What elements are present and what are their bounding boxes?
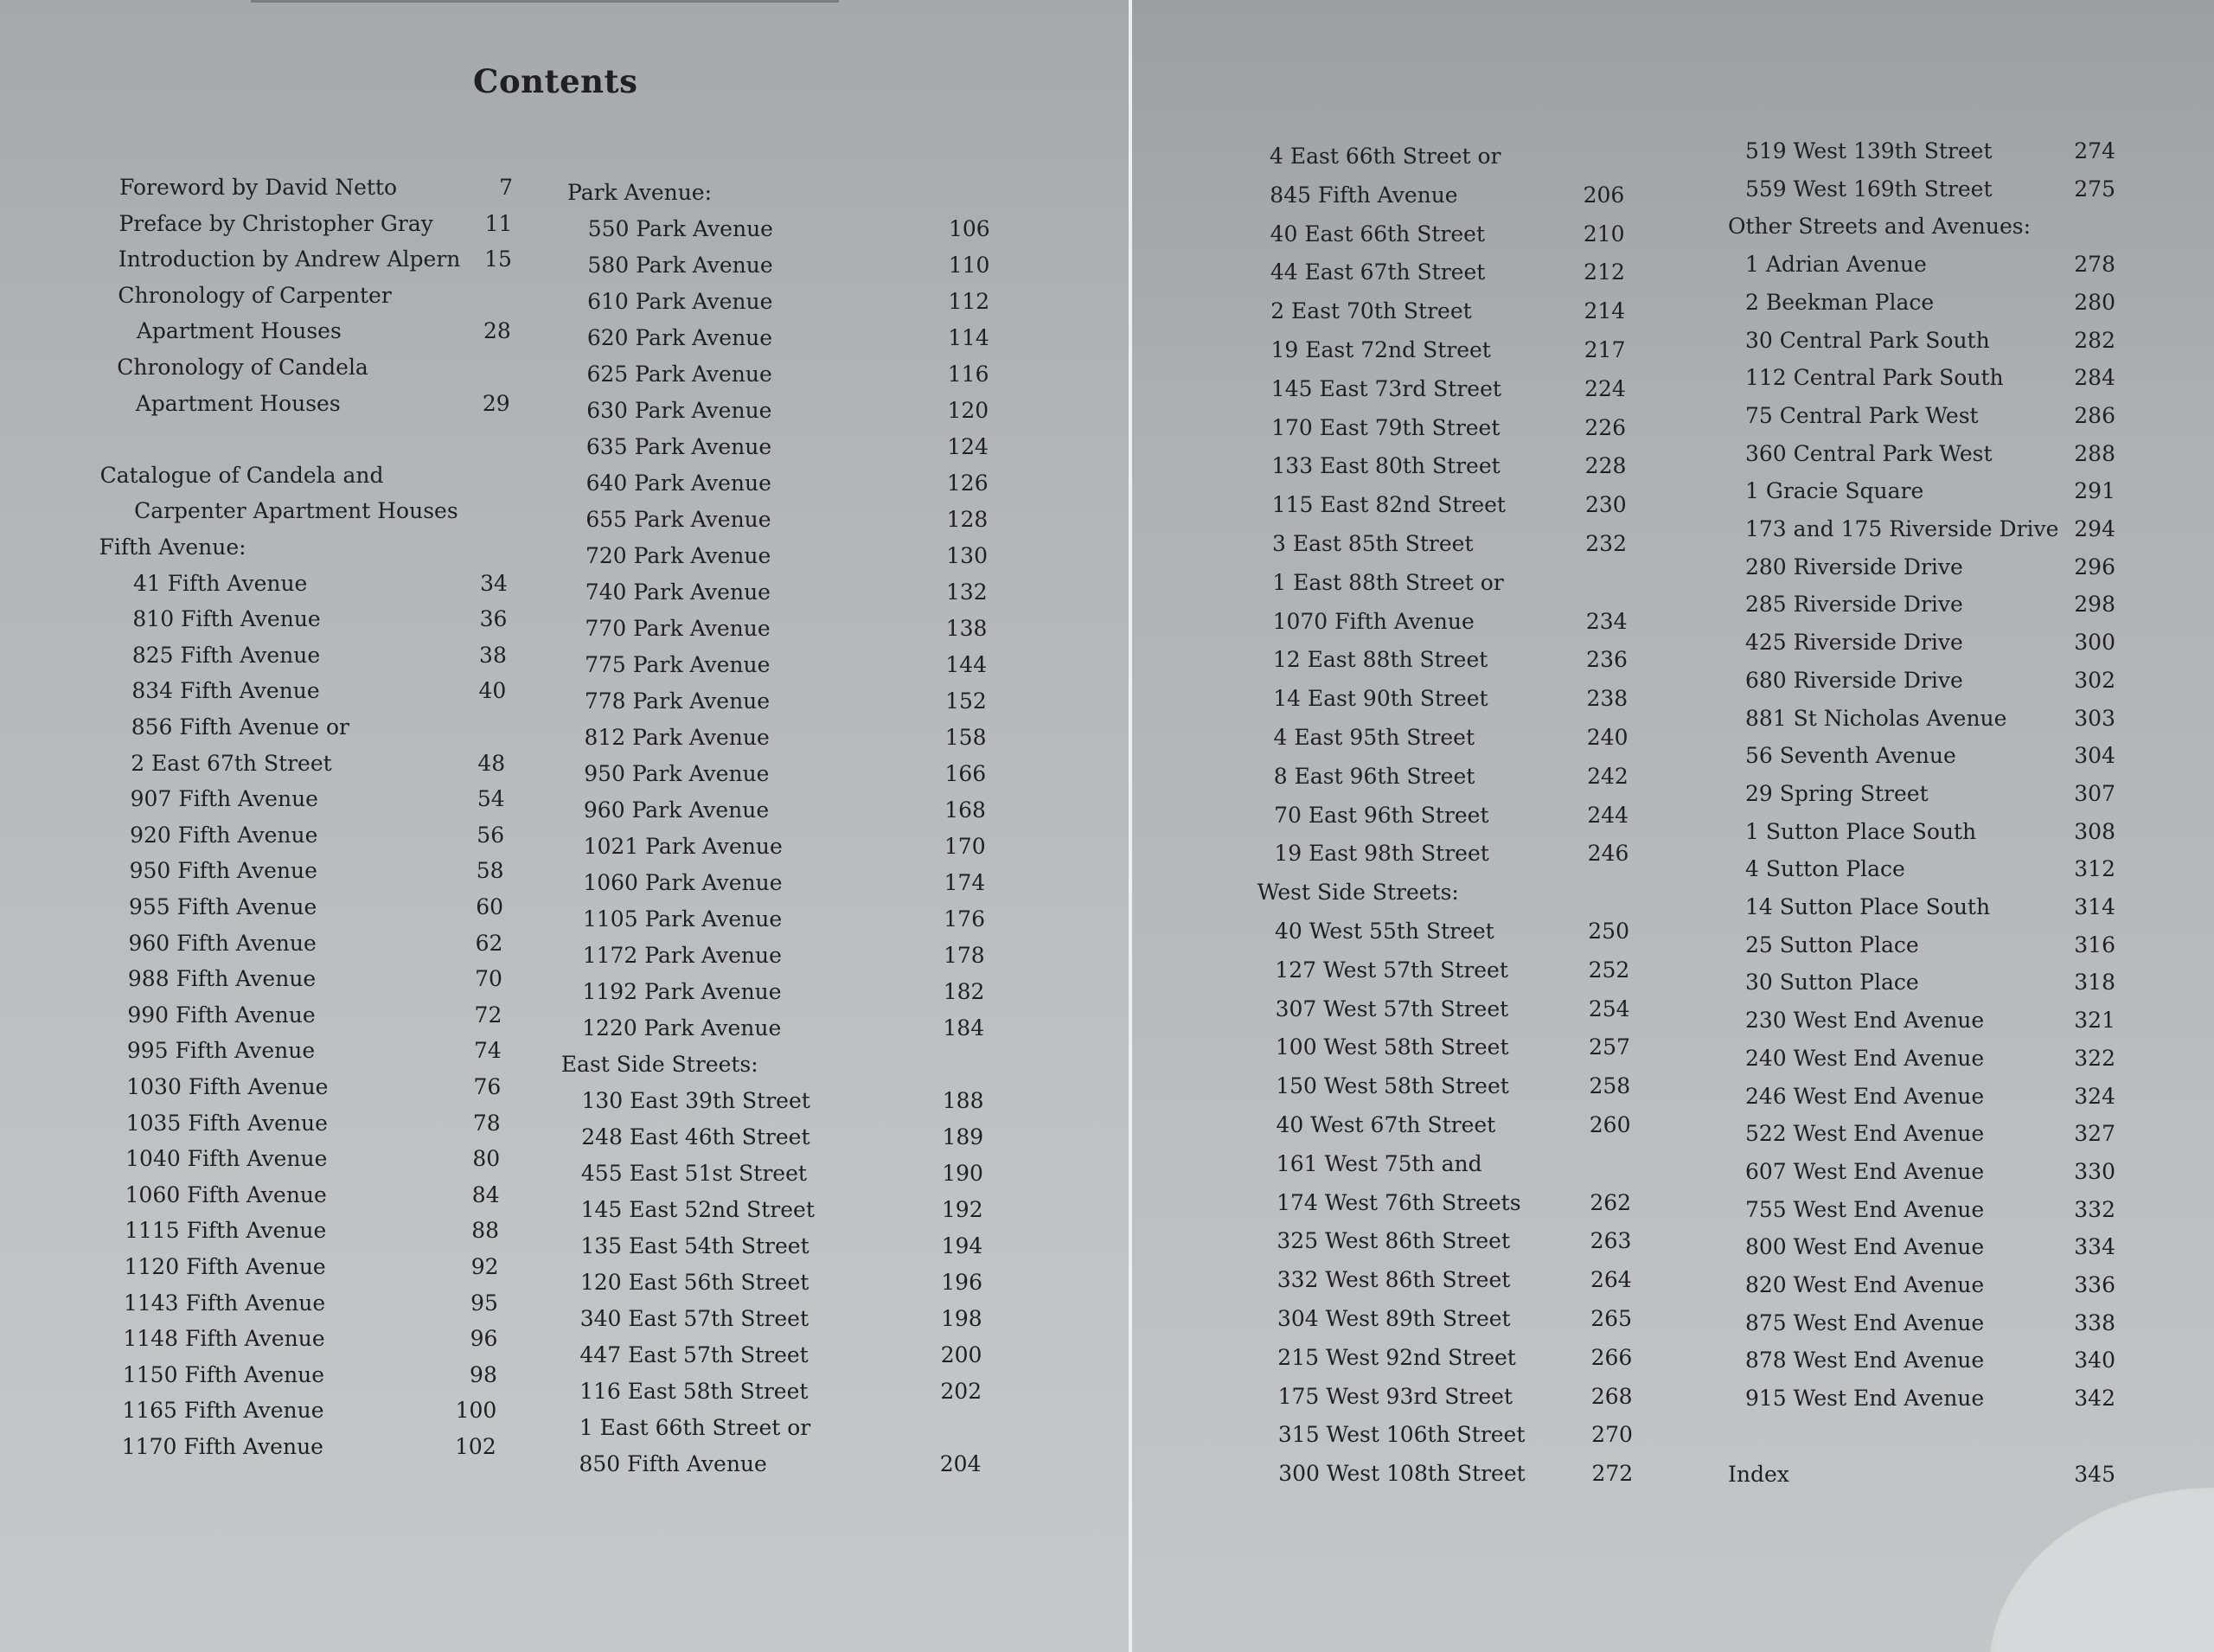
toc-entry-label: 1040 Fifth Avenue xyxy=(125,1146,328,1172)
toc-entry-page-number: 76 xyxy=(473,1074,502,1099)
toc-entry-page-number: 252 xyxy=(1588,957,1630,983)
toc-entry-page-number: 338 xyxy=(2074,1309,2115,1335)
toc-entry-page-number: 336 xyxy=(2074,1272,2115,1297)
toc-entry-page-number: 106 xyxy=(948,216,990,241)
page-curl xyxy=(1989,1488,2214,1652)
toc-entry-page-number: 280 xyxy=(2074,289,2115,315)
toc-entry-page-number: 80 xyxy=(472,1146,501,1172)
toc-entry-label: 812 Park Avenue xyxy=(584,725,770,750)
toc-entry-page-number: 296 xyxy=(2074,554,2115,579)
toc-entry-page-number: 334 xyxy=(2074,1234,2115,1260)
toc-entry-page-number: 217 xyxy=(1584,337,1626,362)
toc-entry-page-number: 7 xyxy=(499,175,513,200)
toc-entry-label: 915 West End Avenue xyxy=(1745,1386,1985,1412)
toc-entry-label: East Side Streets: xyxy=(560,1052,758,1077)
toc-entry-label: 325 West 86th Street xyxy=(1277,1228,1510,1254)
toc-entry-label: 1148 Fifth Avenue xyxy=(123,1326,325,1352)
toc-entry-page-number: 188 xyxy=(942,1088,984,1113)
toc-entry-label: Other Streets and Avenues: xyxy=(1728,214,2032,240)
toc-entry-page-number: 312 xyxy=(2074,856,2115,882)
toc-entry-label: 41 Fifth Avenue xyxy=(132,570,308,596)
toc-entry-page-number: 128 xyxy=(946,507,989,532)
toc-entry-page-number: 28 xyxy=(483,318,511,344)
toc-entry-label: 778 Park Avenue xyxy=(584,688,771,714)
toc-entry-label: 12 East 88th Street xyxy=(1272,647,1488,673)
toc-entry-label: West Side Streets: xyxy=(1257,880,1459,906)
toc-entry-page-number: 98 xyxy=(470,1361,497,1387)
toc-entry-page-number: 340 xyxy=(2074,1348,2115,1373)
toc-entry-page-number: 230 xyxy=(1584,492,1627,518)
toc-entry-label: Preface by Christopher Gray xyxy=(118,210,433,236)
toc-entry-label: 1192 Park Avenue xyxy=(582,979,782,1004)
toc-entry-label: 1150 Fifth Avenue xyxy=(122,1361,325,1387)
toc-entry-label: 720 Park Avenue xyxy=(585,543,771,568)
toc-entry-label: 960 Fifth Avenue xyxy=(128,930,317,956)
toc-entry-label: 875 West End Avenue xyxy=(1745,1309,1985,1335)
toc-entry-label: 630 Park Avenue xyxy=(586,398,772,423)
toc-entry-page-number: 204 xyxy=(939,1451,982,1476)
toc-entry-page-number: 288 xyxy=(2074,440,2115,466)
toc-entry-label: 834 Fifth Avenue xyxy=(131,678,320,704)
toc-entry-page-number: 190 xyxy=(942,1161,983,1186)
toc-entry-page-number: 303 xyxy=(2074,705,2115,731)
toc-entry-label: 135 East 54th Street xyxy=(580,1233,809,1258)
toc-entry-label: 8 East 96th Street xyxy=(1273,763,1475,789)
toc-entry-label: 1030 Fifth Avenue xyxy=(126,1074,329,1099)
toc-entry-page-number: 275 xyxy=(2074,176,2115,202)
toc-entry-label: 920 Fifth Avenue xyxy=(130,822,318,848)
toc-entry-page-number: 110 xyxy=(948,253,990,278)
toc-entry-label: 133 East 80th Street xyxy=(1271,453,1501,479)
toc-entry-label: 550 Park Avenue xyxy=(587,216,773,241)
toc-entry-label: 30 Central Park South xyxy=(1745,327,1990,353)
toc-entry-label: 620 Park Avenue xyxy=(586,325,773,350)
toc-entry-label: 950 Park Avenue xyxy=(584,761,770,786)
toc-entry-page-number: 321 xyxy=(2074,1008,2115,1034)
toc-entry-label: 995 Fifth Avenue xyxy=(126,1038,316,1064)
toc-entry-page-number: 189 xyxy=(942,1124,984,1149)
toc-entry-page-number: 92 xyxy=(470,1254,499,1279)
toc-entry-label: 770 Park Avenue xyxy=(585,616,771,641)
toc-entry-label: 173 and 175 Riverside Drive xyxy=(1745,516,2059,541)
toc-entry-page-number: 265 xyxy=(1590,1306,1632,1331)
toc-entry-label: 856 Fifth Avenue or xyxy=(131,714,350,740)
toc-entry-page-number: 174 xyxy=(944,870,986,895)
toc-entry-label: 170 East 79th Street xyxy=(1271,414,1501,440)
toc-entry-label: 246 West End Avenue xyxy=(1745,1083,1985,1109)
toc-entry-label: Apartment Houses xyxy=(136,318,342,344)
toc-entry-page-number: 202 xyxy=(940,1379,982,1404)
toc-entry-label: 315 West 106th Street xyxy=(1277,1422,1526,1448)
toc-entry-label: Catalogue of Candela and xyxy=(99,462,384,488)
toc-entry-page-number: 78 xyxy=(472,1110,501,1136)
toc-entry-page-number: 224 xyxy=(1584,375,1626,401)
toc-entry-label: 680 Riverside Drive xyxy=(1745,667,1963,693)
toc-entry-page-number: 307 xyxy=(2074,780,2115,806)
toc-entry-page-number: 198 xyxy=(940,1306,982,1331)
toc-entry-page-number: 268 xyxy=(1590,1383,1633,1409)
toc-entry-label: 280 Riverside Drive xyxy=(1745,554,1963,579)
toc-entry-label: 1165 Fifth Avenue xyxy=(122,1398,324,1424)
toc-entry-label: 115 East 82nd Street xyxy=(1271,492,1506,518)
toc-entry-page-number: 88 xyxy=(471,1218,500,1244)
toc-entry-page-number: 96 xyxy=(470,1326,498,1352)
toc-entry-label: 100 West 58th Street xyxy=(1275,1034,1509,1060)
toc-entry-page-number: 152 xyxy=(945,688,987,714)
toc-entry-label: 127 West 57th Street xyxy=(1275,957,1508,983)
toc-entry-label: 850 Fifth Avenue xyxy=(579,1451,767,1476)
page-title: Contents xyxy=(473,62,638,100)
toc-entry-label: 145 East 73rd Street xyxy=(1270,375,1501,401)
toc-entry-label: 580 Park Avenue xyxy=(587,253,773,278)
toc-entry-page-number: 234 xyxy=(1585,608,1628,634)
toc-entry-page-number: 226 xyxy=(1584,414,1627,440)
toc-entry-page-number: 15 xyxy=(484,247,512,272)
toc-entry-label: 215 West 92nd Street xyxy=(1277,1344,1516,1370)
toc-entry-label: 447 East 57th Street xyxy=(579,1342,809,1367)
toc-entry-label: Fifth Avenue: xyxy=(99,535,246,560)
toc-entry-label: 1070 Fifth Avenue xyxy=(1272,608,1475,634)
toc-entry-label: 40 West 67th Street xyxy=(1276,1112,1496,1137)
toc-entry-label: 332 West 86th Street xyxy=(1277,1267,1511,1293)
toc-entry-label: 1172 Park Avenue xyxy=(582,943,782,968)
toc-entry-label: 950 Fifth Avenue xyxy=(129,858,317,884)
toc-entry-label: 990 Fifth Avenue xyxy=(127,1002,316,1028)
toc-entry-label: 1060 Park Avenue xyxy=(583,870,783,895)
toc-entry-label: Foreword by David Netto xyxy=(119,175,398,200)
toc-entry-page-number: 138 xyxy=(945,616,988,641)
toc-entry-page-number: 200 xyxy=(940,1342,982,1367)
toc-entry-label: 116 East 58th Street xyxy=(579,1379,809,1404)
toc-entry-page-number: 184 xyxy=(943,1015,985,1041)
toc-entry-page-number: 210 xyxy=(1583,221,1625,247)
toc-entry-page-number: 298 xyxy=(2074,592,2115,618)
toc-entry-page-number: 84 xyxy=(471,1181,500,1207)
toc-entry-page-number: 345 xyxy=(2074,1461,2115,1487)
toc-entry-page-number: 114 xyxy=(948,325,989,350)
toc-entry-page-number: 342 xyxy=(2074,1386,2115,1412)
toc-entry-label: 300 West 108th Street xyxy=(1278,1461,1526,1487)
toc-entry-label: 248 East 46th Street xyxy=(581,1124,810,1149)
toc-entry-label: 145 East 52nd Street xyxy=(580,1197,815,1222)
toc-entry-label: 635 Park Avenue xyxy=(585,434,772,459)
toc-entry-page-number: 260 xyxy=(1589,1112,1631,1137)
toc-entry-page-number: 244 xyxy=(1587,802,1629,828)
toc-entry-page-number: 112 xyxy=(948,289,990,314)
toc-entry-page-number: 324 xyxy=(2074,1083,2115,1109)
toc-entry-page-number: 282 xyxy=(2074,327,2115,353)
toc-entry-page-number: 286 xyxy=(2074,402,2115,428)
toc-entry-page-number: 11 xyxy=(484,210,513,236)
toc-entry-page-number: 54 xyxy=(477,786,505,812)
toc-entry-page-number: 254 xyxy=(1588,996,1630,1021)
toc-entry-label: 14 Sutton Place South xyxy=(1745,894,1991,919)
toc-entry-label: Apartment Houses xyxy=(135,390,341,416)
toc-entry-page-number: 58 xyxy=(476,858,504,884)
toc-entry-page-number: 40 xyxy=(478,678,507,704)
toc-entry-label: 25 Sutton Place xyxy=(1745,932,1919,957)
toc-entry-page-number: 178 xyxy=(943,943,985,968)
toc-entry-page-number: 258 xyxy=(1589,1073,1631,1099)
toc-entry-page-number: 294 xyxy=(2074,516,2115,541)
toc-entry-page-number: 60 xyxy=(476,894,503,919)
toc-entry-page-number: 318 xyxy=(2074,970,2115,996)
toc-entry-label: 304 West 89th Street xyxy=(1277,1306,1511,1331)
toc-entry-label: Park Avenue: xyxy=(567,180,713,205)
toc-entry-page-number: 232 xyxy=(1585,531,1627,556)
toc-entry-label: 340 East 57th Street xyxy=(579,1306,809,1331)
toc-entry-label: 1 Sutton Place South xyxy=(1745,818,1977,844)
toc-entry-label: 1220 Park Avenue xyxy=(582,1015,782,1041)
toc-entry-label: 1120 Fifth Avenue xyxy=(124,1254,326,1279)
toc-entry-label: 755 West End Avenue xyxy=(1745,1196,1985,1222)
toc-entry-label: 4 East 95th Street xyxy=(1273,725,1475,750)
toc-entry-page-number: 130 xyxy=(946,543,988,568)
toc-entry-label: 820 West End Avenue xyxy=(1745,1272,1985,1297)
toc-entry-label: Chronology of Candela xyxy=(117,355,368,380)
toc-entry-page-number: 266 xyxy=(1590,1344,1633,1370)
top-rule xyxy=(251,0,839,3)
toc-entry-page-number: 120 xyxy=(947,398,989,423)
toc-entry-label: 1 East 88th Street or xyxy=(1272,569,1504,595)
toc-entry-page-number: 308 xyxy=(2074,818,2115,844)
toc-entry-page-number: 250 xyxy=(1588,919,1629,944)
toc-entry-page-number: 330 xyxy=(2074,1158,2115,1184)
right-page xyxy=(1132,0,2214,1652)
toc-entry-label: 130 East 39th Street xyxy=(581,1088,810,1113)
toc-entry-page-number: 214 xyxy=(1584,298,1626,324)
toc-entry-label: 3 East 85th Street xyxy=(1272,531,1474,556)
toc-entry-page-number: 274 xyxy=(2074,138,2115,163)
toc-entry-page-number: 48 xyxy=(477,750,506,776)
toc-entry-label: 1 East 66th Street or xyxy=(579,1415,811,1440)
toc-entry-label: 610 Park Avenue xyxy=(587,289,773,314)
toc-entry-label: 175 West 93rd Street xyxy=(1277,1383,1513,1409)
toc-entry-label: 120 East 56th Street xyxy=(580,1270,809,1295)
toc-entry-label: 1035 Fifth Avenue xyxy=(125,1110,328,1136)
toc-entry-page-number: 34 xyxy=(480,570,508,596)
toc-entry-label: 955 Fifth Avenue xyxy=(129,894,317,919)
toc-entry-page-number: 182 xyxy=(943,979,985,1004)
toc-entry-label: 75 Central Park West xyxy=(1745,402,1979,428)
toc-entry-page-number: 264 xyxy=(1590,1267,1632,1293)
toc-entry-label: 607 West End Avenue xyxy=(1745,1158,1985,1184)
toc-entry-label: 4 Sutton Place xyxy=(1745,856,1905,882)
toc-entry-page-number: 116 xyxy=(947,362,989,387)
toc-entry-page-number: 272 xyxy=(1591,1461,1634,1487)
toc-entry-page-number: 144 xyxy=(945,652,988,677)
toc-entry-label: 2 Beekman Place xyxy=(1745,289,1935,315)
toc-entry-label: 1105 Park Avenue xyxy=(583,906,783,932)
toc-entry-label: 14 East 90th Street xyxy=(1273,686,1488,712)
toc-entry-page-number: 284 xyxy=(2074,365,2115,391)
toc-entry-page-number: 316 xyxy=(2074,932,2115,957)
toc-entry-page-number: 132 xyxy=(945,579,988,605)
toc-entry-label: 29 Spring Street xyxy=(1745,780,1929,806)
toc-entry-page-number: 56 xyxy=(477,822,505,848)
toc-entry-label: 640 Park Avenue xyxy=(585,471,771,496)
toc-entry-label: 559 West 169th Street xyxy=(1745,176,1993,202)
toc-entry-label: 307 West 57th Street xyxy=(1275,996,1509,1021)
toc-entry-label: 740 Park Avenue xyxy=(585,579,771,605)
toc-entry-page-number: 278 xyxy=(2074,252,2115,278)
toc-entry-label: 112 Central Park South xyxy=(1745,365,2004,391)
toc-entry-page-number: 126 xyxy=(946,471,989,496)
toc-entry-label: 240 West End Avenue xyxy=(1745,1045,1985,1071)
toc-entry-label: 56 Seventh Avenue xyxy=(1745,743,1956,769)
toc-entry-page-number: 240 xyxy=(1586,725,1629,750)
toc-entry-page-number: 62 xyxy=(475,930,503,956)
toc-entry-label: 1 Gracie Square xyxy=(1745,478,1924,504)
toc-entry-page-number: 176 xyxy=(944,906,985,932)
toc-entry-page-number: 38 xyxy=(479,642,507,668)
toc-entry-label: 845 Fifth Avenue xyxy=(1270,182,1458,208)
toc-entry-page-number: 242 xyxy=(1587,763,1629,789)
toc-entry-page-number: 95 xyxy=(470,1290,498,1316)
toc-entry-page-number: 72 xyxy=(474,1002,502,1028)
toc-entry-label: 70 East 96th Street xyxy=(1274,802,1489,828)
toc-entry-page-number: 168 xyxy=(944,797,986,823)
toc-entry-page-number: 74 xyxy=(474,1038,502,1064)
toc-entry-label: 1060 Fifth Avenue xyxy=(125,1181,327,1207)
toc-entry-page-number: 270 xyxy=(1591,1422,1633,1448)
toc-entry-page-number: 196 xyxy=(941,1270,982,1295)
toc-entry-page-number: 124 xyxy=(947,434,989,459)
toc-entry-label: 960 Park Avenue xyxy=(583,797,770,823)
toc-entry-page-number: 102 xyxy=(455,1434,496,1459)
toc-entry-page-number: 300 xyxy=(2074,630,2115,656)
toc-entry-page-number: 228 xyxy=(1584,453,1627,479)
toc-entry-page-number: 246 xyxy=(1587,841,1629,867)
toc-entry-label: 360 Central Park West xyxy=(1745,440,1993,466)
toc-entry-label: 455 East 51st Street xyxy=(580,1161,807,1186)
toc-entry-label: 230 West End Avenue xyxy=(1745,1008,1985,1034)
toc-entry-label: 522 West End Avenue xyxy=(1745,1121,1985,1147)
toc-entry-label: 655 Park Avenue xyxy=(585,507,771,532)
toc-entry-label: 1 Adrian Avenue xyxy=(1745,252,1927,278)
toc-entry-label: Chronology of Carpenter xyxy=(118,282,392,308)
toc-entry-page-number: 257 xyxy=(1589,1034,1630,1060)
toc-entry-label: 907 Fifth Avenue xyxy=(130,786,318,812)
toc-entry-page-number: 212 xyxy=(1584,259,1625,285)
toc-entry-page-number: 29 xyxy=(482,390,510,416)
toc-entry-page-number: 194 xyxy=(941,1233,983,1258)
toc-entry-label: 4 East 66th Street or xyxy=(1270,144,1501,169)
toc-entry-label: 285 Riverside Drive xyxy=(1745,592,1963,618)
toc-entry-label: 44 East 67th Street xyxy=(1270,259,1486,285)
toc-entry-label: 988 Fifth Avenue xyxy=(127,966,317,992)
toc-entry-label: 40 West 55th Street xyxy=(1275,919,1494,944)
toc-entry-page-number: 158 xyxy=(944,725,987,750)
toc-entry-label: 2 East 67th Street xyxy=(131,750,332,776)
toc-entry-page-number: 100 xyxy=(455,1398,497,1424)
toc-entry-label: 775 Park Avenue xyxy=(585,652,771,677)
toc-entry-page-number: 36 xyxy=(479,606,508,632)
toc-entry-page-number: 206 xyxy=(1583,182,1625,208)
toc-entry-label: Carpenter Apartment Houses xyxy=(134,498,458,524)
toc-entry-page-number: 291 xyxy=(2074,478,2115,504)
toc-entry-label: 825 Fifth Avenue xyxy=(131,642,321,668)
toc-entry-label: 2 East 70th Street xyxy=(1270,298,1472,324)
toc-entry-page-number: 263 xyxy=(1590,1228,1632,1254)
toc-entry-label: 625 Park Avenue xyxy=(586,362,772,387)
toc-entry-label: 800 West End Avenue xyxy=(1745,1234,1985,1260)
toc-entry-page-number: 262 xyxy=(1590,1189,1632,1215)
toc-entry-page-number: 236 xyxy=(1586,647,1628,673)
toc-entry-page-number: 322 xyxy=(2074,1045,2115,1071)
toc-entry-label: 150 West 58th Street xyxy=(1276,1073,1509,1099)
toc-entry-label: 425 Riverside Drive xyxy=(1745,630,1963,656)
toc-entry-label: 40 East 66th Street xyxy=(1270,221,1485,247)
toc-entry-page-number: 327 xyxy=(2074,1121,2115,1147)
toc-entry-label: Index xyxy=(1728,1461,1789,1487)
toc-entry-label: 810 Fifth Avenue xyxy=(132,606,321,632)
toc-entry-label: Introduction by Andrew Alpern xyxy=(118,247,461,272)
toc-entry-label: 881 St Nicholas Avenue xyxy=(1745,705,2007,731)
toc-entry-page-number: 170 xyxy=(944,834,986,859)
toc-entry-label: 1115 Fifth Avenue xyxy=(125,1218,327,1244)
toc-entry-label: 19 East 72nd Street xyxy=(1270,337,1491,362)
toc-entry-page-number: 70 xyxy=(475,966,502,992)
toc-entry-page-number: 302 xyxy=(2074,667,2115,693)
toc-entry-page-number: 238 xyxy=(1586,686,1629,712)
toc-entry-page-number: 314 xyxy=(2074,894,2115,919)
toc-entry-label: 19 East 98th Street xyxy=(1274,841,1489,867)
toc-entry-label: 1021 Park Avenue xyxy=(583,834,783,859)
toc-entry-label: 878 West End Avenue xyxy=(1745,1348,1985,1373)
toc-entry-page-number: 304 xyxy=(2074,743,2115,769)
toc-entry-page-number: 192 xyxy=(941,1197,983,1222)
toc-entry-page-number: 166 xyxy=(944,761,987,786)
toc-entry-label: 30 Sutton Place xyxy=(1745,970,1919,996)
toc-entry-page-number: 332 xyxy=(2074,1196,2115,1222)
toc-entry-label: 1143 Fifth Avenue xyxy=(123,1290,326,1316)
toc-entry-label: 174 West 76th Streets xyxy=(1277,1189,1521,1215)
toc-entry-label: 161 West 75th and xyxy=(1276,1150,1482,1176)
toc-entry-label: 1170 Fifth Avenue xyxy=(121,1434,323,1459)
toc-entry-label: 519 West 139th Street xyxy=(1745,138,1993,163)
